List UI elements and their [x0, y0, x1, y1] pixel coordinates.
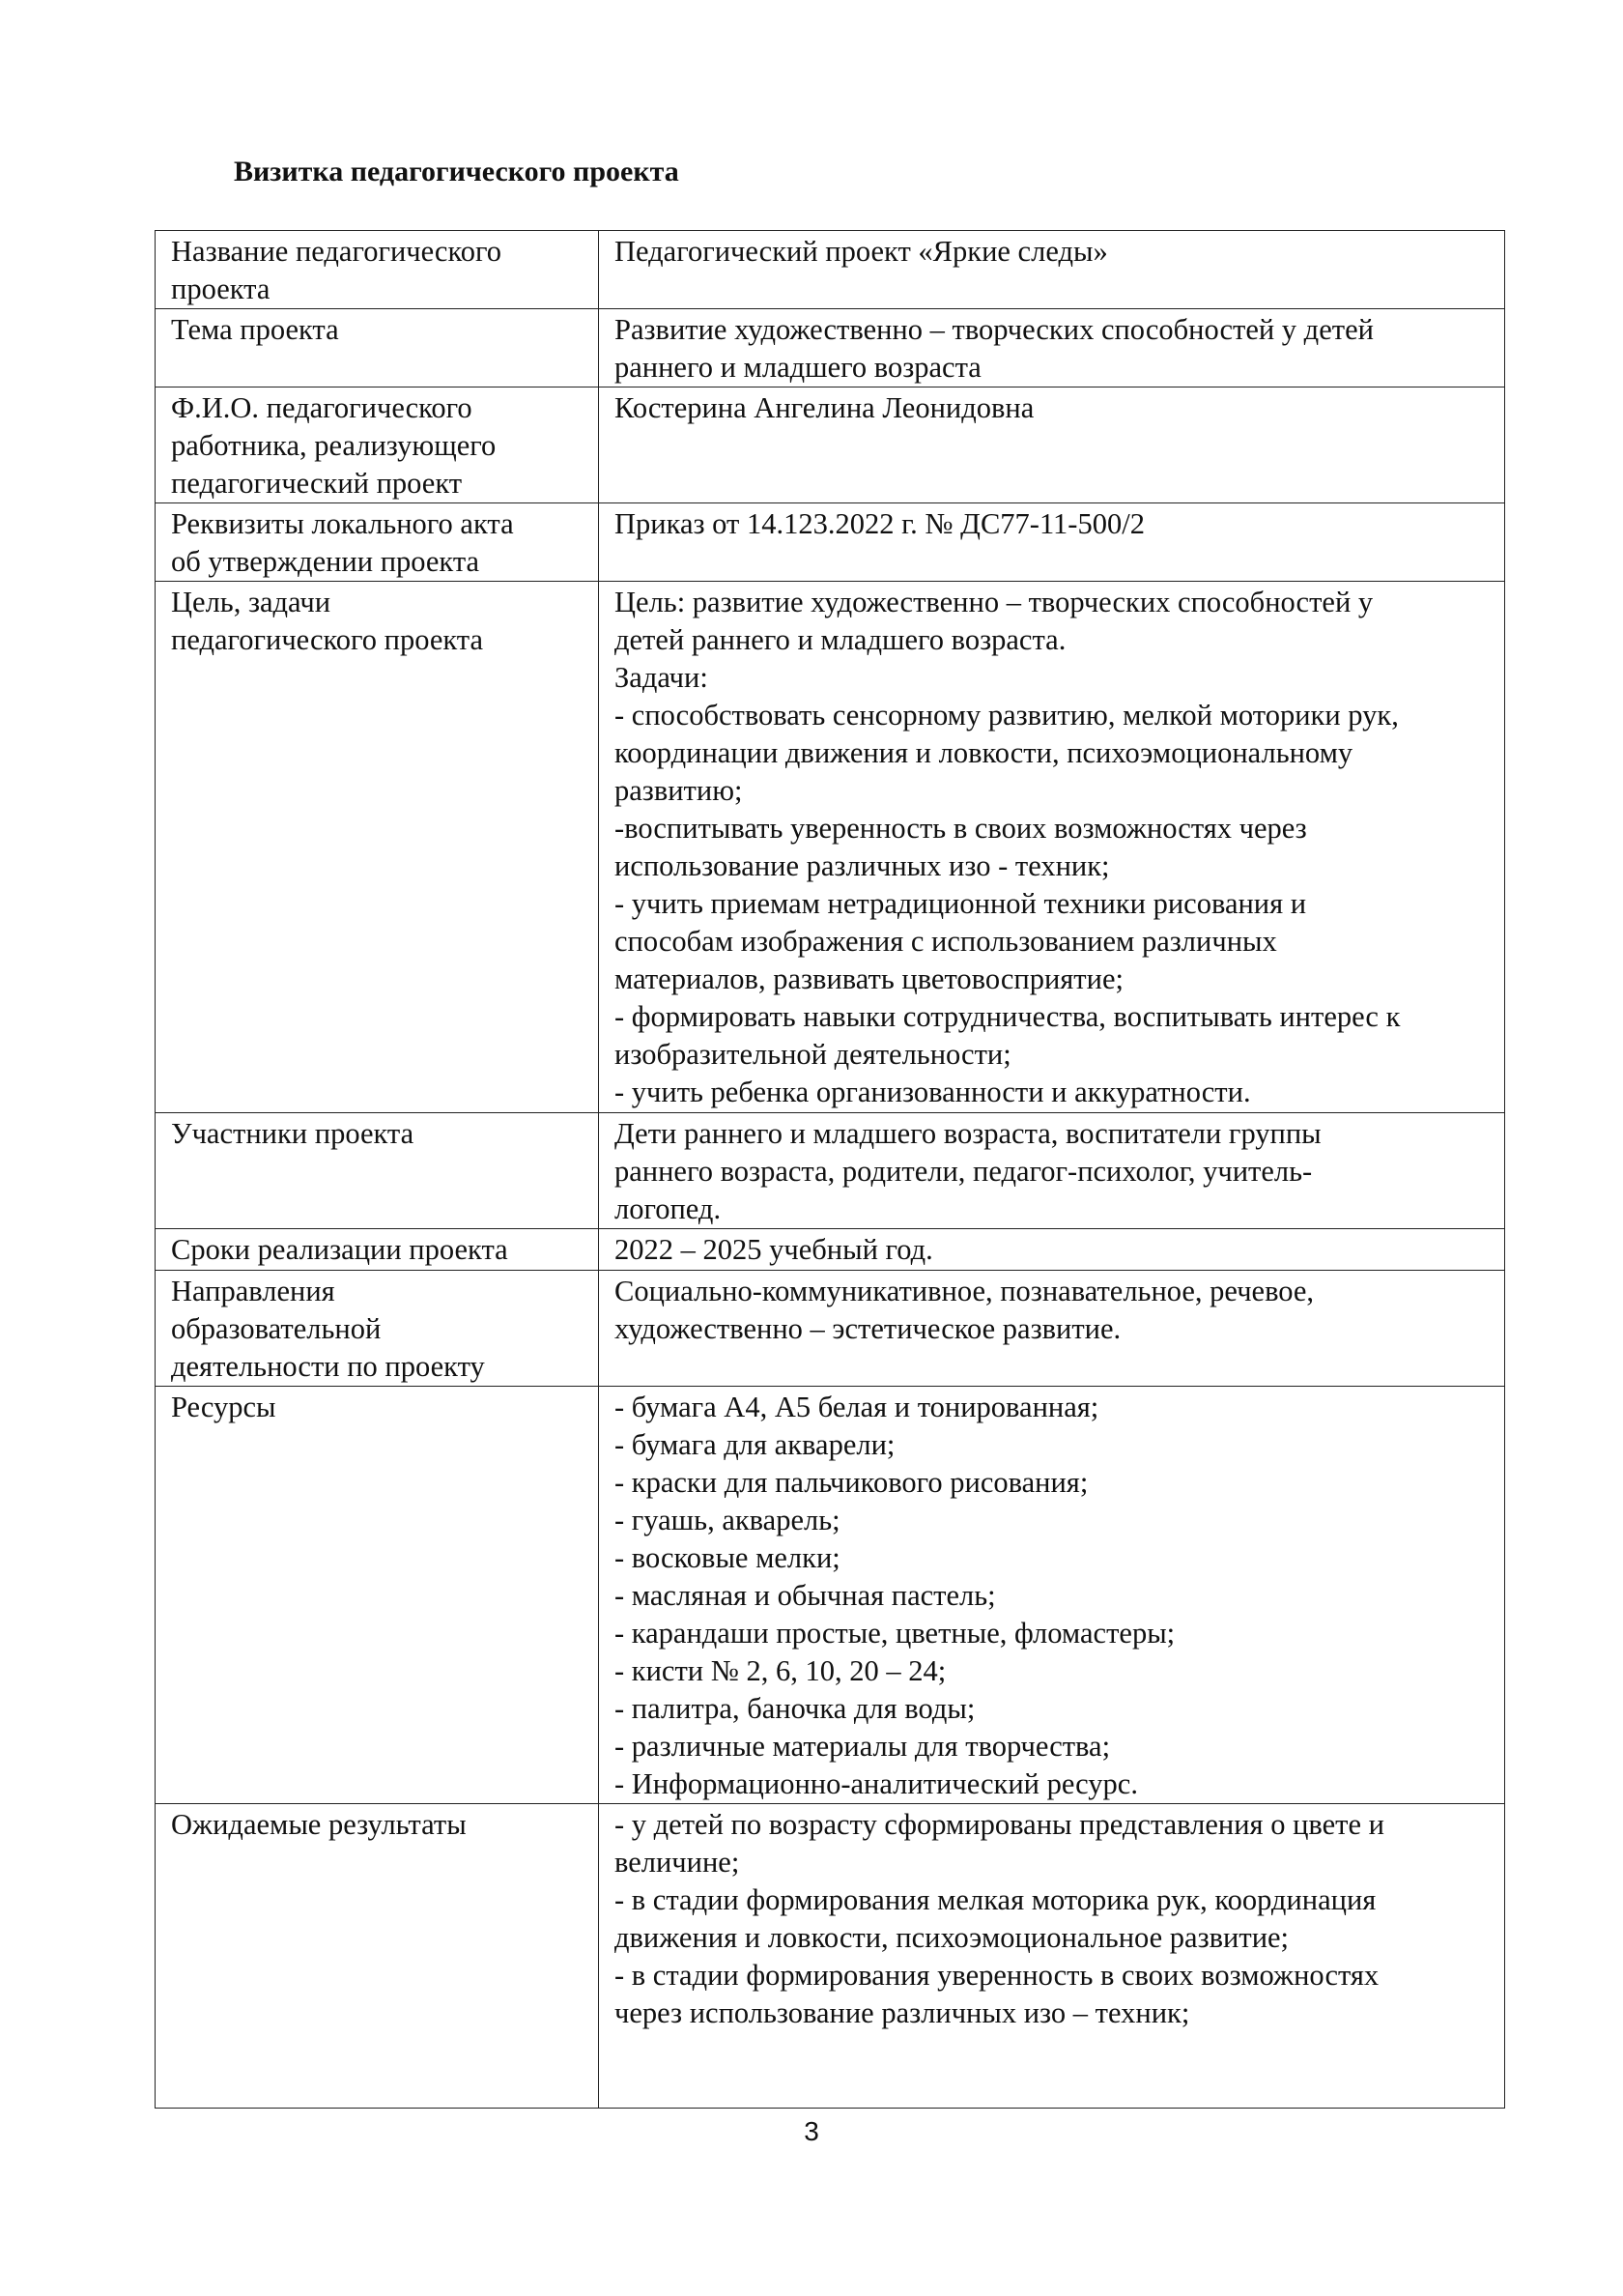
- row-value-line: способам изображения с использованием различных: [614, 925, 1277, 958]
- row-value-line: использование различных изо - техник;: [614, 849, 1110, 882]
- row-value-line: - карандаши простые, цветные, фломастеры;: [614, 1617, 1176, 1650]
- row-value-line: изобразительной деятельности;: [614, 1038, 1011, 1071]
- table-row: [156, 1804, 1505, 2109]
- row-value-line: величине;: [614, 1846, 740, 1879]
- row-label-cell: [156, 582, 599, 1113]
- row-value-line: Педагогический проект «Яркие следы»: [614, 235, 1108, 268]
- table-row: [156, 1387, 1505, 1804]
- table-row: [156, 582, 1505, 1113]
- row-value-line: через использование различных изо – техник;: [614, 1996, 1190, 2029]
- row-value-cell: [599, 1229, 1505, 1271]
- row-value-line: - учить приемам нетрадиционной техники рисования и: [614, 887, 1307, 920]
- row-label-cell: [156, 1387, 599, 1804]
- row-label-line: педагогического проекта: [171, 623, 484, 656]
- row-value-line: - формировать навыки сотрудничества, воспитывать интерес к: [614, 1000, 1401, 1033]
- row-label-cell: [156, 1229, 599, 1271]
- row-value-line: - бумага для акварели;: [614, 1428, 896, 1461]
- row-value-line: 2022 – 2025 учебный год.: [614, 1233, 933, 1266]
- row-value-line: - восковые мелки;: [614, 1541, 840, 1574]
- row-value-line: Приказ от 14.123.2022 г. № ДС77-11-500/2: [614, 507, 1145, 540]
- row-value-line: Задачи:: [614, 661, 708, 694]
- row-label-line: Направления: [171, 1275, 335, 1307]
- row-value-line: раннего и младшего возраста: [614, 351, 982, 384]
- row-label-cell: [156, 1271, 599, 1387]
- table-row: [156, 387, 1505, 503]
- row-value-line: художественно – эстетическое развитие.: [614, 1312, 1122, 1345]
- row-value-line: - масляная и обычная пастель;: [614, 1579, 996, 1612]
- table-row: [156, 1113, 1505, 1229]
- table-row: [156, 309, 1505, 387]
- row-value-line: - краски для пальчикового рисования;: [614, 1466, 1089, 1499]
- row-value-cell: [599, 1387, 1505, 1804]
- row-value-line: - учить ребенка организованности и аккуратности.: [614, 1076, 1251, 1108]
- row-value-line: - Информационно-аналитический ресурс.: [614, 1767, 1138, 1800]
- row-label-line: Тема проекта: [171, 313, 339, 346]
- row-value-cell: [599, 309, 1505, 387]
- row-label-cell: [156, 231, 599, 309]
- row-value-line: Развитие художественно – творческих способностей у детей: [614, 313, 1374, 346]
- row-label-line: проекта: [171, 273, 270, 305]
- row-value-cell: [599, 1804, 1505, 2109]
- row-value-line: движения и ловкости, психоэмоциональное развитие;: [614, 1921, 1290, 1954]
- table-row: [156, 503, 1505, 582]
- row-label-line: Ф.И.О. педагогического: [171, 391, 472, 424]
- row-label-line: педагогический проект: [171, 467, 463, 500]
- row-value-cell: [599, 582, 1505, 1113]
- row-label-line: образовательной: [171, 1312, 382, 1345]
- row-label-line: Участники проекта: [171, 1117, 414, 1150]
- row-value-line: развитию;: [614, 774, 743, 807]
- row-value-line: - гуашь, акварель;: [614, 1504, 840, 1536]
- row-value-line: Костерина Ангелина Леонидовна: [614, 391, 1035, 424]
- row-label-line: Реквизиты локального акта: [171, 507, 514, 540]
- row-label-line: Сроки реализации проекта: [171, 1233, 508, 1266]
- row-label-cell: [156, 387, 599, 503]
- row-value-cell: [599, 1113, 1505, 1229]
- project-card-table: [155, 230, 1505, 2109]
- row-value-line: - у детей по возрасту сформированы представления о цвете и: [614, 1808, 1384, 1841]
- row-value-line: логопед.: [614, 1192, 722, 1225]
- row-value-line: - в стадии формирования мелкая моторика рук, координация: [614, 1883, 1377, 1916]
- row-label-cell: [156, 503, 599, 582]
- row-label-cell: [156, 309, 599, 387]
- project-card-body: [156, 231, 1505, 2109]
- row-value-line: - различные материалы для творчества;: [614, 1730, 1111, 1763]
- row-value-line: - палитра, баночка для воды;: [614, 1692, 976, 1725]
- row-label-line: Название педагогического: [171, 235, 501, 268]
- row-value-cell: [599, 1271, 1505, 1387]
- row-value-line: детей раннего и младшего возраста.: [614, 623, 1067, 656]
- document-title: Визитка педагогического проекта: [234, 156, 679, 187]
- row-value-line: - способствовать сенсорному развитию, мелкой моторики рук,: [614, 699, 1399, 732]
- row-value-cell: [599, 503, 1505, 582]
- row-value-line: - кисти № 2, 6, 10, 20 – 24;: [614, 1654, 947, 1687]
- row-value-line: Социально-коммуникативное, познавательное, речевое,: [614, 1275, 1315, 1307]
- row-label-line: Ожидаемые результаты: [171, 1808, 467, 1841]
- row-value-cell: [599, 231, 1505, 309]
- row-value-line: материалов, развивать цветовосприятие;: [614, 962, 1124, 995]
- row-value-line: - в стадии формирования уверенность в своих возможностях: [614, 1959, 1380, 1992]
- row-value-line: -воспитывать уверенность в своих возможностях через: [614, 812, 1307, 845]
- row-label-line: работника, реализующего: [171, 429, 497, 462]
- table-row: [156, 231, 1505, 309]
- row-label-line: Цель, задачи: [171, 586, 331, 618]
- row-label-line: деятельности по проекту: [171, 1350, 485, 1383]
- row-value-line: координации движения и ловкости, психоэмоциональному: [614, 736, 1353, 769]
- row-label-line: об утверждении проекта: [171, 545, 480, 578]
- row-label-cell: [156, 1113, 599, 1229]
- row-value-cell: [599, 387, 1505, 503]
- row-label-cell: [156, 1804, 599, 2109]
- row-value-line: - бумага А4, А5 белая и тонированная;: [614, 1391, 1099, 1423]
- row-value-line: Дети раннего и младшего возраста, воспитатели группы: [614, 1117, 1322, 1150]
- row-value-line: раннего возраста, родители, педагог-психолог, учитель-: [614, 1155, 1313, 1188]
- row-value-line: Цель: развитие художественно – творческих способностей у: [614, 586, 1374, 618]
- table-row: [156, 1229, 1505, 1271]
- table-row: [156, 1271, 1505, 1387]
- page-number: 3: [804, 2116, 819, 2146]
- row-label-line: Ресурсы: [171, 1391, 276, 1423]
